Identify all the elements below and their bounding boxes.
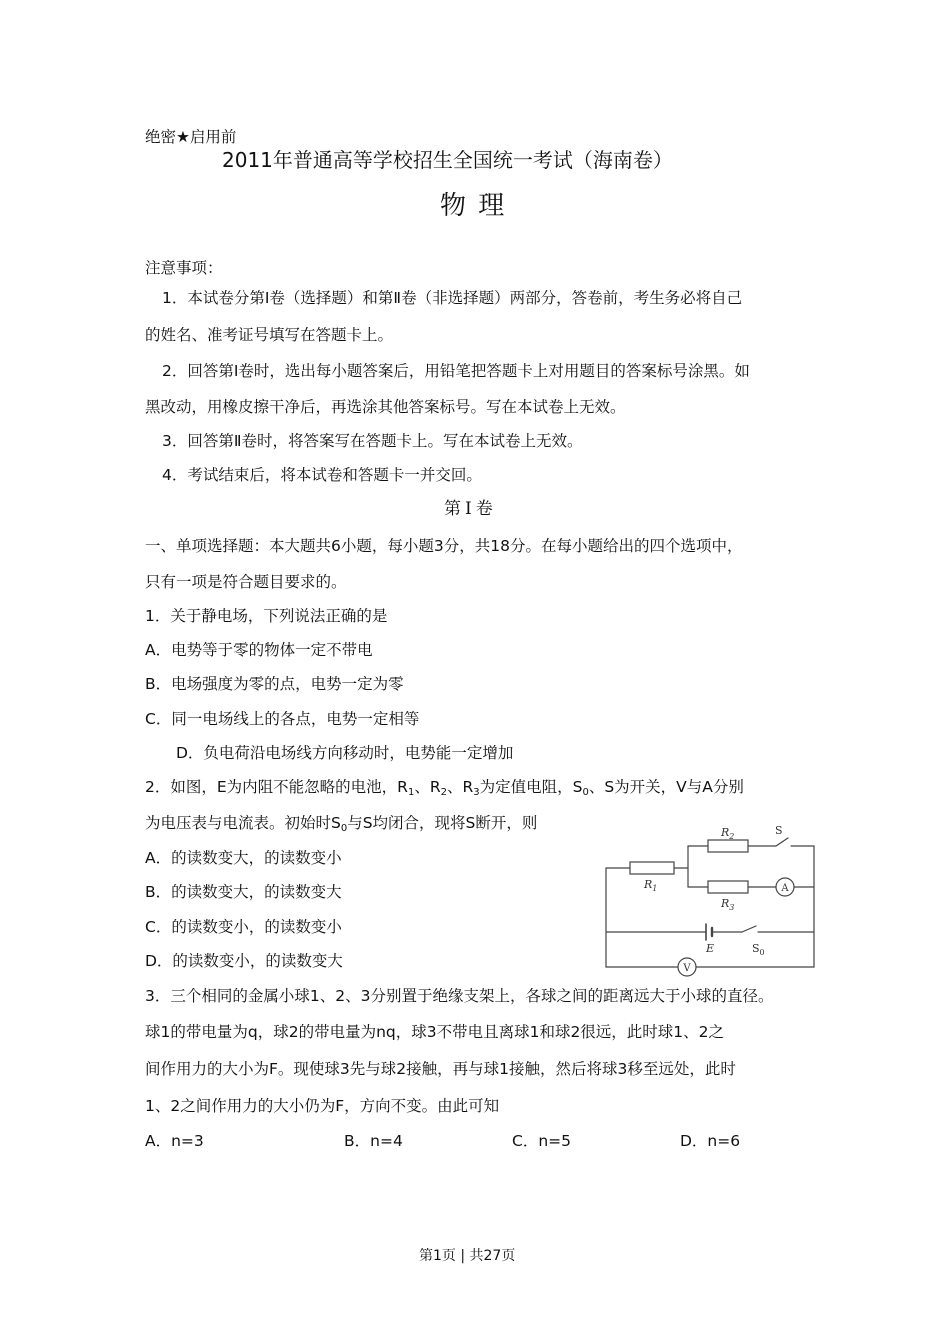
label-e: E [706,942,715,955]
label-r2: $R_2$ [721,826,735,841]
q3-stem-line4: 1、2之间作用力的大小仍为F，方向不变。由此可知 [145,1097,500,1115]
notice-item-1a: 1．本试卷分第Ⅰ卷（选择题）和第Ⅱ卷（非选择题）两部分，答卷前，考生务必将自己 [162,289,743,307]
q3-stem-line1: 3．三个相同的金属小球1、2、3分别置于绝缘支架上，各球之间的距离远大于小球的直径。 [145,987,774,1005]
notice-heading: 注意事项： [145,259,223,277]
q2-option-a: A．的读数变大，的读数变小 [145,849,342,867]
circuit-diagram [600,812,822,977]
q3-option-d: D．n=6 [680,1132,741,1150]
q1-option-a: A．电势等于零的物体一定不带电 [145,641,373,659]
ammeter-label: A [781,883,789,894]
q2-stem-line2: 为电压表与电流表。初始时$S_0$与S均闭合，现将S断开，则 [145,814,538,834]
page-footer: 第1页 | 共27页 [419,1248,516,1264]
notice-item-2a: 2．回答第Ⅰ卷时，选出每小题答案后，用铅笔把答题卡上对用题目的答案标号涂黑。如 [162,362,750,380]
exam-title: 2011年普通高等学校招生全国统一考试（海南卷） [222,148,673,172]
q3-option-c: C．n=5 [512,1132,571,1150]
q2-option-d: D．的读数变小，的读数变大 [145,952,343,970]
label-s0: $S_0$ [752,942,765,957]
notice-item-4: 4．考试结束后，将本试卷和答题卡一并交回。 [162,466,482,484]
secret-mark: 绝密★启用前 [145,128,237,146]
label-r1: $R_1$ [644,878,658,893]
section-instructions-a: 一、单项选择题：本大题共6小题，每小题3分，共18分。在每小题给出的四个选项中， [145,537,743,555]
label-s: S [775,824,783,837]
part1-heading: 第Ⅰ卷 [444,499,497,519]
section-instructions-b: 只有一项是符合题目要求的。 [145,573,347,591]
q2-option-b: B．的读数变大，的读数变大 [145,883,342,901]
notice-item-3: 3．回答第Ⅱ卷时，将答案写在答题卡上。写在本试卷上无效。 [162,432,583,450]
q1-option-b: B．电场强度为零的点，电势一定为零 [145,675,404,693]
q3-option-b: B．n=4 [344,1132,403,1150]
subject-title: 物 理 [440,191,507,221]
q3-stem-line2: 球1的带电量为q，球2的带电量为nq，球3不带电且离球1和球2很远，此时球1、2之 [145,1023,725,1041]
q1-option-c: C．同一电场线上的各点，电势一定相等 [145,710,420,728]
q3-option-a: A．n=3 [145,1132,204,1150]
q3-stem-line3: 间作用力的大小为F。现使球3先与球2接触，再与球1接触，然后将球3移至远处，此时 [145,1060,736,1078]
q1-option-d: D．负电荷沿电场线方向移动时，电势能一定增加 [176,744,514,762]
voltmeter-label: V [683,963,691,974]
q2-option-c: C．的读数变小，的读数变小 [145,918,342,936]
label-r3: $R_3$ [721,897,735,912]
notice-item-2b: 黑改动，用橡皮擦干净后，再选涂其他答案标号。写在本试卷上无效。 [145,398,626,416]
q2-stem-line1: 2．如图，E为内阻不能忽略的电池，$R_1$、$R_2$、$R_3$为定值电阻，$S_0$、S为开关，V与A分别 [145,778,744,798]
q1-stem: 1．关于静电场，下列说法正确的是 [145,607,388,625]
notice-item-1b: 的姓名、准考证号填写在答题卡上。 [145,326,394,344]
